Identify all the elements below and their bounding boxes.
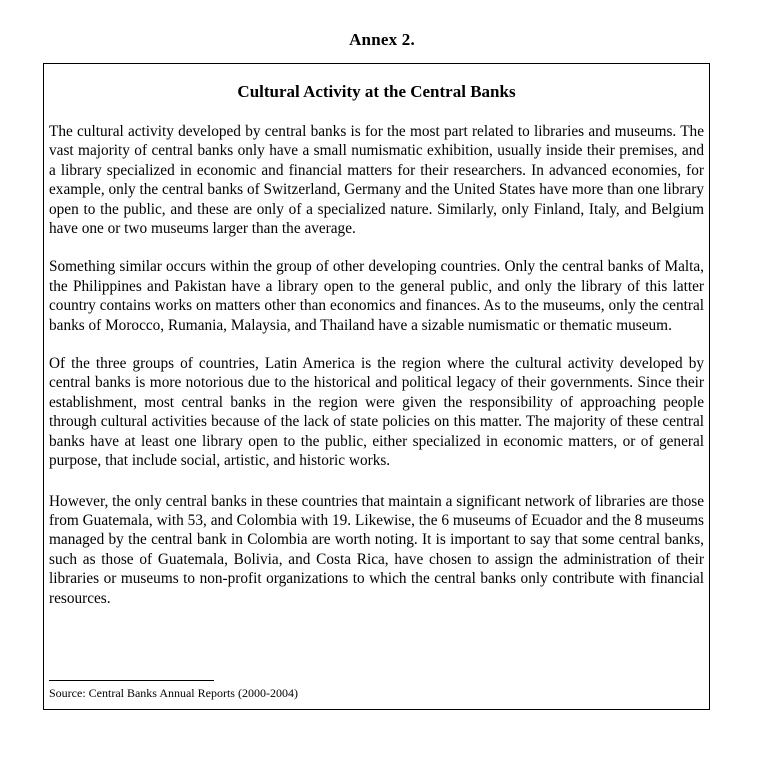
paragraph-1: The cultural activity developed by central banks is for the most part related to libraries and museums. The vast majority of central banks only have a small numismatic exhibition, usually inside their premises, and a library specialized in economic and financial matters for their researchers. In advanced economies, for example, only the central banks of Switzerland, Germany and the United States have more than one library open to the public, and these are only of a specialized nature. Similarly, only Finland, Italy, and Belgium have one or two museums larger than the average. bbox=[49, 123, 705, 238]
box-title: Cultural Activity at the Central Banks bbox=[237, 82, 516, 101]
source-note: Source: Central Banks Annual Reports (2000-2004) bbox=[49, 686, 298, 700]
content-box bbox=[43, 63, 710, 710]
annex-title: Annex 2. bbox=[349, 30, 415, 49]
body-text bbox=[49, 122, 704, 608]
paragraph-4: However, the only central banks in these countries that maintain a significant network of libraries are those from Guatemala, with 53, and Colombia with 19. Likewise, the 6 museums of Ecuador and the 8 museums managed by the central bank in Colombia are worth noting. It is important to say that some central banks, such as those of Guatemala, Bolivia, and Costa Rica, have chosen to assign the administration of their libraries or museums to non-profit organizations to which the central banks only contribute with financial resources. bbox=[49, 492, 704, 607]
footnote-divider bbox=[49, 680, 214, 681]
paragraph-2: Something similar occurs within the group of other developing countries. Only the central banks of Malta, the Philippines and Pakistan have a library open to the general public, and only the library of this latter country contains works on matters other than economics and finances. As to the museums, only the central banks of Morocco, Rumania, Malaysia, and Thailand have a sizable numismatic or thematic museum. bbox=[49, 258, 704, 334]
paragraph-3: Of the three groups of countries, Latin America is the region where the cultural activity developed by central banks is more notorious due to the historical and political legacy of their governments. Since their establishment, most central banks in the region were given the responsibility of approaching people through cultural activities because of the lack of state policies on this matter. The majority of these central banks have at least one library open to the public, either specialized in economic matters, or of general purpose, that include social, artistic, and historic works. bbox=[49, 355, 704, 470]
